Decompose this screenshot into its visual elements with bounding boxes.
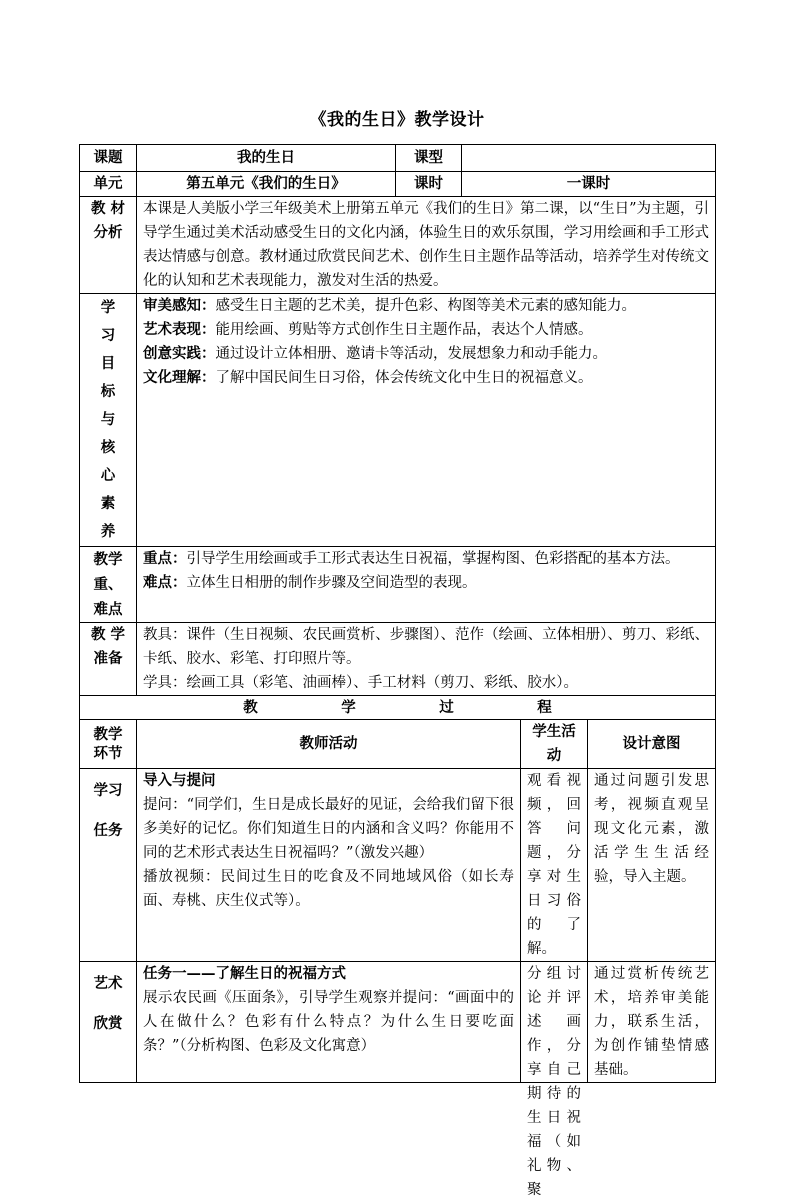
prep-text [137,623,716,696]
row-process-header [80,720,716,769]
analysis-text: 本课是人美版小学三年级美术上册第五单元《我们的生日》第二课，以“生日”为主题，引导学生通过美术活动感受生日的文化内涵，体验生日的欢乐氛围，学习用绘画和手工形式表达情感与创意。教材通过欣赏民间艺术、创作生日主题作品等活动，培养学生对传统文化的认知和艺术表现能力，激发对生活的热爱。 [137,197,716,294]
topic-label: 课题 [80,145,137,172]
lesson-plan-table [79,144,716,1198]
lesson-type-label: 课型 [396,145,462,172]
row-stage-2 [80,962,716,1083]
row-stage-1 [80,769,716,962]
goals-text [137,294,716,547]
unit-value: 第五单元《我们的生日》 [137,172,396,197]
stage-1-teacher-line: 播放视频：民间过生日的吃食及不同地域风俗（如长寿面、寿桃、庆生仪式等）。 [143,869,514,909]
row-analysis [80,197,716,294]
stage-1-teacher-line: 提问：“同学们，生日是成长最好的见证，会给我们留下很多美好的记忆。你们知道生日的内涵和含义吗？你能用不同的艺术形式表达生日祝福吗？”（激发兴趣） [143,797,514,861]
key-point-item: 难点：立体生日相册的制作步骤及空间造型的表现。 [143,574,477,591]
row-process-title [80,696,716,720]
stage-2-teacher-line: 展示农民画《压面条》，引导学生观察并提问：“画面中的人在做什么？色彩有什么特点？为什么生日要吃面条？”（分析构图、色彩及文化寓意） [143,990,514,1054]
row-prep [80,623,716,696]
stage-2-student: 分组讨论并评述画作，分享自己期待的生日祝福（如礼物、聚 [521,962,588,1083]
lesson-type-value [462,145,716,172]
key-point-item: 重点：引导学生用绘画或手工形式表达生日祝福，掌握构图、色彩搭配的基本方法。 [143,550,680,567]
header-student: 学生活动 [521,720,588,769]
page-title: 《我的生日》教学设计 [309,110,485,130]
period-label: 课时 [396,172,462,197]
prep-student: 学具：绘画工具（彩笔、油画棒）、手工材料（剪刀、彩纸、胶水）。 [143,675,578,691]
key-points-text [137,547,716,623]
unit-label: 单元 [80,172,137,197]
topic-value: 我的生日 [137,145,396,172]
analysis-label: 教 材 分析 [80,197,137,294]
goal-item: 文化理解：了解中国民间生日习俗，体会传统文化中生日的祝福意义。 [143,369,593,386]
stage-2-teacher [137,962,521,1083]
prep-label: 教 学 准备 [80,623,137,696]
goal-item: 艺术表现：能用绘画、剪贴等方式创作生日主题作品，表达个人情感。 [143,321,593,338]
row-unit [80,172,716,197]
stage-2-task-title: 任务一——了解生日的祝福方式 [143,965,346,982]
period-value: 一课时 [462,172,716,197]
stage-1-label: 学习 任务 [80,769,137,962]
row-key-points [80,547,716,623]
goal-item: 审美感知：感受生日主题的艺术美，提升色彩、构图等美术元素的感知能力。 [143,297,636,314]
header-teacher: 教师活动 [137,720,521,769]
header-intent: 设计意图 [588,720,716,769]
stage-1-task-title: 导入与提问 [143,772,216,789]
prep-teacher: 教具：课件（生日视频、农民画赏析、步骤图）、范作（绘画、立体相册）、剪刀、彩纸、卡纸、胶水、彩笔、打印照片等。 [143,627,710,667]
goals-label: 学 习 目 标 与 核 心 素 养 [80,294,137,547]
header-link: 教学 环节 [80,720,137,769]
process-title: 教 学 过 程 [80,696,716,720]
row-topic [80,145,716,172]
stage-1-student: 观看视频，回答问题，分享对生日习俗的了解。 [521,769,588,962]
row-goals [80,294,716,547]
goal-item: 创意实践：通过设计立体相册、邀请卡等活动，发展想象力和动手能力。 [143,345,607,362]
stage-1-intent: 通过问题引发思考，视频直观呈现文化元素，激活学生生活经验，导入主题。 [588,769,716,962]
key-points-label: 教学 重、 难点 [80,547,137,623]
stage-2-label: 艺术 欣赏 [80,962,137,1083]
stage-2-intent: 通过赏析传统艺术，培养审美能力，联系生活，为创作铺垫情感基础。 [588,962,716,1083]
stage-1-teacher [137,769,521,962]
